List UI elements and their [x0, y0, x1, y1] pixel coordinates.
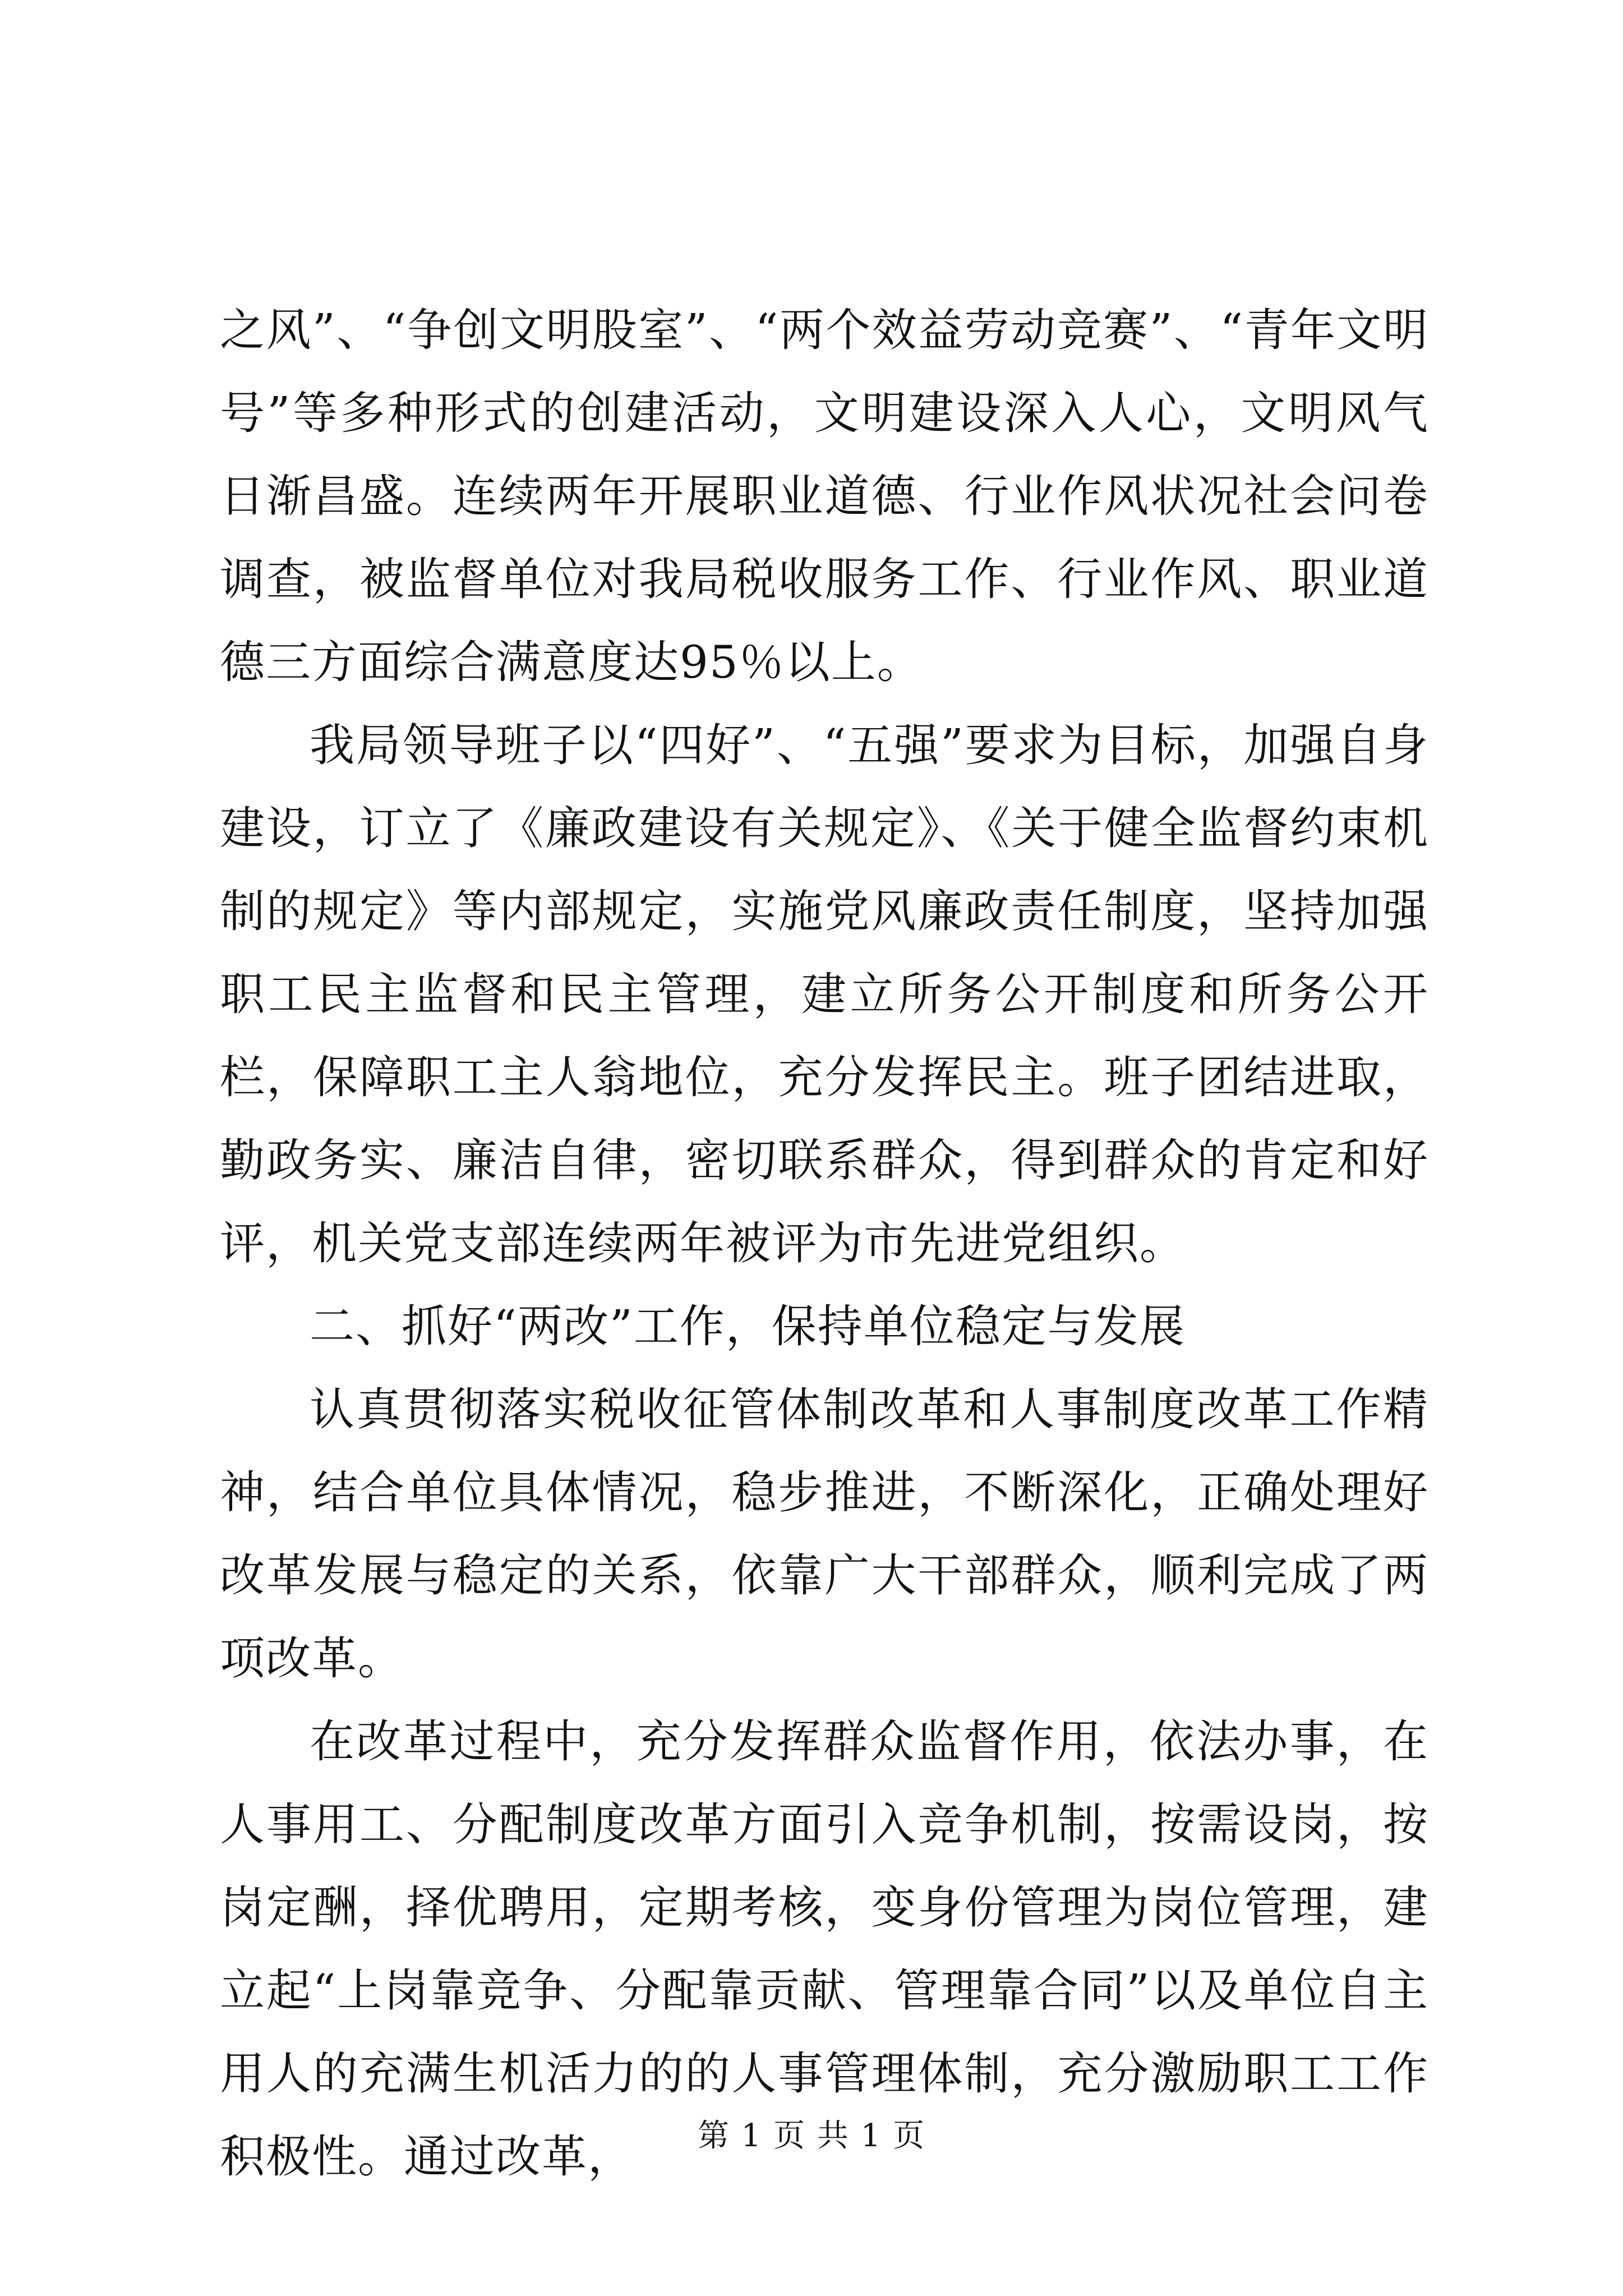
paragraph-4: 在改革过程中，充分发挥群众监督作用，依法办事，在人事用工、分配制度改革方面引入竞争机制，按需设岗，按岗定酬，择优聘用，定期考核，变身份管理为岗位管理，建立起“上岗靠竞争、分配靠贡献、管理靠合同”以及单位自主用人的充满生机活力的的人事管理体制，充分激励职工工作积极性。通过改革，	[220, 1715, 1429, 2183]
section-heading: 二、抓好“两改”工作，保持单位稳定与发展	[310, 1300, 1186, 1352]
paragraph-3: 认真贯彻落实税收征管体制改革和人事制度改革工作精神，结合单位具体情况，稳步推进，不断深化，正确处理好改革发展与稳定的关系，依靠广大干部群众，顺利完成了两项改革。	[220, 1383, 1429, 1685]
paragraph-2: 我局领导班子以“四好”、“五强”要求为目标，加强自身建设，订立了《廉政建设有关规定》、《关于健全监督约束机制的规定》等内部规定，实施党风廉政责任制度，坚持加强职工民主监督和民主管理，建立所务公开制度和所务公开栏，保障职工主人翁地位，充分发挥民主。班子团结进取，勤政务实、廉洁自律，密切联系群众，得到群众的肯定和好评，机关党支部连续两年被评为市先进党组织。	[220, 719, 1429, 1269]
document-body	[220, 289, 1429, 2198]
paragraph-1: 之风”、“争创文明股室”、“两个效益劳动竞赛”、“青年文明号”等多种形式的创建活动，文明建设深入人心，文明风气日渐昌盛。连续两年开展职业道德、行业作风状况社会问卷调查，被监督单位对我局税收服务工作、行业作风、职业道德三方面综合满意度达95％以上。	[220, 304, 1429, 688]
page-footer: 第 1 页 共 1 页	[697, 2118, 926, 2154]
